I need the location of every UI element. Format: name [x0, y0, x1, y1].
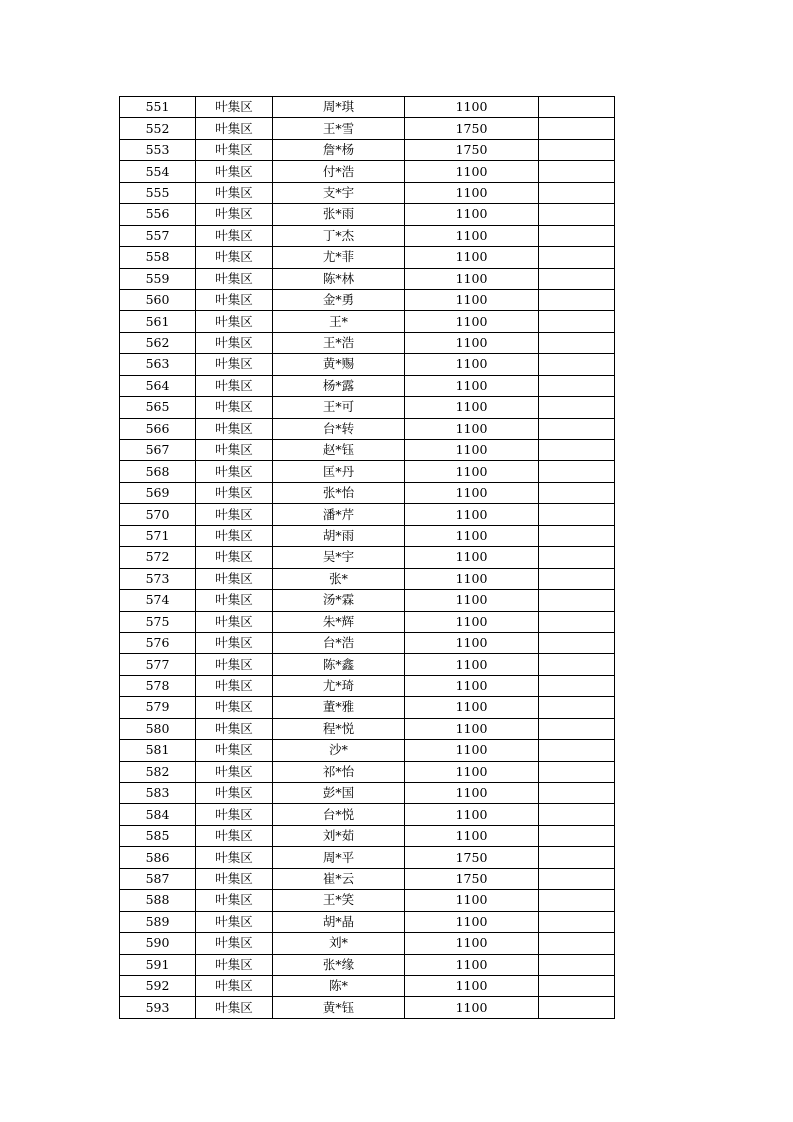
cell-amount: 1100 [405, 247, 539, 268]
cell-amount: 1100 [405, 825, 539, 846]
cell-number: 580 [120, 718, 196, 739]
table-row [120, 911, 615, 932]
cell-note [539, 118, 615, 139]
cell-number: 581 [120, 740, 196, 761]
cell-note [539, 204, 615, 225]
table-row [120, 97, 615, 118]
cell-name: 黄*赐 [273, 354, 405, 375]
cell-note [539, 440, 615, 461]
cell-amount: 1100 [405, 568, 539, 589]
cell-name: 王*雪 [273, 118, 405, 139]
cell-amount: 1100 [405, 697, 539, 718]
cell-amount: 1100 [405, 997, 539, 1018]
cell-name: 支*宇 [273, 182, 405, 203]
cell-number: 553 [120, 139, 196, 160]
cell-amount: 1100 [405, 375, 539, 396]
cell-amount: 1100 [405, 783, 539, 804]
table-row [120, 654, 615, 675]
cell-number: 592 [120, 975, 196, 996]
table-row [120, 697, 615, 718]
cell-name: 台*悦 [273, 804, 405, 825]
table-row [120, 997, 615, 1018]
cell-number: 564 [120, 375, 196, 396]
cell-note [539, 525, 615, 546]
cell-name: 胡*雨 [273, 525, 405, 546]
cell-name: 沙* [273, 740, 405, 761]
cell-number: 560 [120, 289, 196, 310]
cell-name: 王*笑 [273, 890, 405, 911]
cell-number: 568 [120, 461, 196, 482]
cell-note [539, 547, 615, 568]
cell-name: 崔*云 [273, 868, 405, 889]
cell-name: 汤*霖 [273, 590, 405, 611]
cell-note [539, 718, 615, 739]
table-row [120, 783, 615, 804]
cell-name: 朱*辉 [273, 611, 405, 632]
cell-district: 叶集区 [196, 440, 273, 461]
cell-district: 叶集区 [196, 761, 273, 782]
cell-number: 575 [120, 611, 196, 632]
cell-district: 叶集区 [196, 268, 273, 289]
cell-note [539, 354, 615, 375]
cell-district: 叶集区 [196, 247, 273, 268]
cell-district: 叶集区 [196, 97, 273, 118]
cell-amount: 1100 [405, 740, 539, 761]
cell-district: 叶集区 [196, 590, 273, 611]
cell-district: 叶集区 [196, 289, 273, 310]
cell-amount: 1100 [405, 890, 539, 911]
cell-note [539, 139, 615, 160]
cell-district: 叶集区 [196, 825, 273, 846]
table-row [120, 868, 615, 889]
cell-number: 551 [120, 97, 196, 118]
cell-note [539, 182, 615, 203]
table-row [120, 375, 615, 396]
table-row [120, 568, 615, 589]
cell-district: 叶集区 [196, 161, 273, 182]
cell-amount: 1100 [405, 718, 539, 739]
cell-name: 尤*琦 [273, 675, 405, 696]
table-row [120, 397, 615, 418]
cell-number: 552 [120, 118, 196, 139]
cell-number: 582 [120, 761, 196, 782]
cell-amount: 1100 [405, 654, 539, 675]
cell-number: 572 [120, 547, 196, 568]
table-row [120, 847, 615, 868]
cell-district: 叶集区 [196, 118, 273, 139]
cell-note [539, 868, 615, 889]
cell-district: 叶集区 [196, 933, 273, 954]
cell-amount: 1100 [405, 933, 539, 954]
cell-name: 张*雨 [273, 204, 405, 225]
cell-note [539, 675, 615, 696]
cell-amount: 1100 [405, 954, 539, 975]
cell-name: 彭*国 [273, 783, 405, 804]
cell-number: 570 [120, 504, 196, 525]
table-row [120, 204, 615, 225]
cell-district: 叶集区 [196, 354, 273, 375]
cell-number: 557 [120, 225, 196, 246]
roster-table [119, 96, 615, 1019]
cell-note [539, 783, 615, 804]
cell-name: 张*怡 [273, 482, 405, 503]
cell-amount: 1100 [405, 911, 539, 932]
cell-number: 593 [120, 997, 196, 1018]
cell-district: 叶集区 [196, 975, 273, 996]
cell-note [539, 954, 615, 975]
cell-number: 577 [120, 654, 196, 675]
cell-amount: 1100 [405, 547, 539, 568]
table-row [120, 311, 615, 332]
cell-amount: 1100 [405, 675, 539, 696]
table-row [120, 933, 615, 954]
cell-amount: 1750 [405, 118, 539, 139]
cell-amount: 1100 [405, 289, 539, 310]
cell-amount: 1100 [405, 804, 539, 825]
table-row [120, 590, 615, 611]
cell-district: 叶集区 [196, 332, 273, 353]
cell-district: 叶集区 [196, 375, 273, 396]
cell-name: 陈* [273, 975, 405, 996]
cell-note [539, 997, 615, 1018]
cell-district: 叶集区 [196, 182, 273, 203]
table-row [120, 332, 615, 353]
cell-note [539, 654, 615, 675]
table-row [120, 740, 615, 761]
table-row [120, 718, 615, 739]
cell-name: 周*琪 [273, 97, 405, 118]
cell-note [539, 740, 615, 761]
cell-name: 张*缘 [273, 954, 405, 975]
cell-district: 叶集区 [196, 397, 273, 418]
cell-amount: 1100 [405, 482, 539, 503]
table-row [120, 354, 615, 375]
cell-district: 叶集区 [196, 525, 273, 546]
table-row [120, 547, 615, 568]
cell-number: 576 [120, 632, 196, 653]
cell-amount: 1100 [405, 311, 539, 332]
cell-number: 584 [120, 804, 196, 825]
cell-district: 叶集区 [196, 654, 273, 675]
table-row [120, 268, 615, 289]
cell-note [539, 975, 615, 996]
cell-name: 刘*茹 [273, 825, 405, 846]
cell-number: 573 [120, 568, 196, 589]
cell-name: 王*可 [273, 397, 405, 418]
cell-amount: 1100 [405, 761, 539, 782]
cell-note [539, 847, 615, 868]
cell-district: 叶集区 [196, 611, 273, 632]
cell-number: 563 [120, 354, 196, 375]
cell-note [539, 161, 615, 182]
cell-district: 叶集区 [196, 697, 273, 718]
table-row [120, 675, 615, 696]
cell-number: 590 [120, 933, 196, 954]
cell-note [539, 97, 615, 118]
cell-number: 562 [120, 332, 196, 353]
cell-number: 554 [120, 161, 196, 182]
cell-name: 王*浩 [273, 332, 405, 353]
cell-name: 胡*晶 [273, 911, 405, 932]
cell-number: 561 [120, 311, 196, 332]
cell-number: 571 [120, 525, 196, 546]
cell-note [539, 268, 615, 289]
table-row [120, 890, 615, 911]
cell-number: 591 [120, 954, 196, 975]
cell-district: 叶集区 [196, 504, 273, 525]
cell-note [539, 911, 615, 932]
cell-note [539, 697, 615, 718]
cell-name: 潘*芹 [273, 504, 405, 525]
table-row [120, 139, 615, 160]
cell-district: 叶集区 [196, 482, 273, 503]
table-row [120, 247, 615, 268]
table-row [120, 632, 615, 653]
cell-amount: 1750 [405, 847, 539, 868]
table-row [120, 118, 615, 139]
table-row [120, 825, 615, 846]
cell-number: 559 [120, 268, 196, 289]
cell-note [539, 225, 615, 246]
cell-district: 叶集区 [196, 911, 273, 932]
cell-district: 叶集区 [196, 547, 273, 568]
cell-district: 叶集区 [196, 954, 273, 975]
cell-name: 匡*丹 [273, 461, 405, 482]
cell-number: 578 [120, 675, 196, 696]
cell-name: 祁*怡 [273, 761, 405, 782]
cell-note [539, 890, 615, 911]
cell-note [539, 568, 615, 589]
cell-amount: 1100 [405, 461, 539, 482]
cell-name: 杨*露 [273, 375, 405, 396]
cell-name: 詹*杨 [273, 139, 405, 160]
cell-district: 叶集区 [196, 804, 273, 825]
cell-district: 叶集区 [196, 225, 273, 246]
cell-note [539, 375, 615, 396]
cell-number: 556 [120, 204, 196, 225]
cell-note [539, 461, 615, 482]
cell-district: 叶集区 [196, 868, 273, 889]
cell-note [539, 482, 615, 503]
cell-note [539, 247, 615, 268]
table-row [120, 504, 615, 525]
cell-note [539, 418, 615, 439]
table-row [120, 289, 615, 310]
cell-district: 叶集区 [196, 461, 273, 482]
cell-note [539, 825, 615, 846]
cell-note [539, 289, 615, 310]
cell-name: 台*转 [273, 418, 405, 439]
cell-amount: 1100 [405, 332, 539, 353]
cell-amount: 1100 [405, 204, 539, 225]
cell-district: 叶集区 [196, 204, 273, 225]
cell-amount: 1100 [405, 590, 539, 611]
cell-name: 陈*鑫 [273, 654, 405, 675]
table-row [120, 804, 615, 825]
cell-name: 赵*钰 [273, 440, 405, 461]
table-row [120, 611, 615, 632]
cell-number: 589 [120, 911, 196, 932]
cell-amount: 1100 [405, 161, 539, 182]
table-row [120, 482, 615, 503]
cell-note [539, 332, 615, 353]
cell-district: 叶集区 [196, 718, 273, 739]
roster-table-body [120, 97, 615, 1019]
cell-name: 丁*杰 [273, 225, 405, 246]
cell-number: 586 [120, 847, 196, 868]
cell-note [539, 397, 615, 418]
cell-district: 叶集区 [196, 890, 273, 911]
cell-name: 王* [273, 311, 405, 332]
table-row [120, 440, 615, 461]
cell-amount: 1100 [405, 268, 539, 289]
cell-district: 叶集区 [196, 997, 273, 1018]
cell-amount: 1100 [405, 225, 539, 246]
cell-number: 574 [120, 590, 196, 611]
cell-district: 叶集区 [196, 847, 273, 868]
cell-amount: 1100 [405, 440, 539, 461]
cell-district: 叶集区 [196, 418, 273, 439]
cell-amount: 1100 [405, 397, 539, 418]
cell-name: 吴*宇 [273, 547, 405, 568]
cell-note [539, 311, 615, 332]
cell-district: 叶集区 [196, 675, 273, 696]
cell-district: 叶集区 [196, 632, 273, 653]
cell-amount: 1100 [405, 632, 539, 653]
table-row [120, 161, 615, 182]
table-row [120, 461, 615, 482]
cell-number: 566 [120, 418, 196, 439]
cell-name: 台*浩 [273, 632, 405, 653]
table-row [120, 761, 615, 782]
cell-amount: 1100 [405, 525, 539, 546]
cell-name: 尤*菲 [273, 247, 405, 268]
cell-district: 叶集区 [196, 740, 273, 761]
cell-number: 585 [120, 825, 196, 846]
cell-number: 579 [120, 697, 196, 718]
cell-name: 程*悦 [273, 718, 405, 739]
table-row [120, 418, 615, 439]
cell-number: 567 [120, 440, 196, 461]
cell-name: 付*浩 [273, 161, 405, 182]
table-row [120, 182, 615, 203]
cell-note [539, 632, 615, 653]
cell-name: 张* [273, 568, 405, 589]
cell-note [539, 504, 615, 525]
table-row [120, 975, 615, 996]
cell-number: 569 [120, 482, 196, 503]
table-row [120, 954, 615, 975]
cell-amount: 1100 [405, 611, 539, 632]
cell-amount: 1750 [405, 139, 539, 160]
cell-name: 陈*林 [273, 268, 405, 289]
cell-number: 588 [120, 890, 196, 911]
cell-amount: 1100 [405, 975, 539, 996]
cell-note [539, 804, 615, 825]
cell-number: 558 [120, 247, 196, 268]
table-row [120, 525, 615, 546]
cell-district: 叶集区 [196, 311, 273, 332]
cell-number: 555 [120, 182, 196, 203]
cell-district: 叶集区 [196, 783, 273, 804]
cell-district: 叶集区 [196, 139, 273, 160]
cell-amount: 1100 [405, 504, 539, 525]
cell-note [539, 933, 615, 954]
cell-name: 周*平 [273, 847, 405, 868]
cell-number: 587 [120, 868, 196, 889]
cell-amount: 1100 [405, 418, 539, 439]
cell-name: 金*勇 [273, 289, 405, 310]
cell-amount: 1100 [405, 97, 539, 118]
cell-district: 叶集区 [196, 568, 273, 589]
cell-name: 刘* [273, 933, 405, 954]
cell-number: 565 [120, 397, 196, 418]
cell-note [539, 611, 615, 632]
cell-note [539, 761, 615, 782]
cell-name: 黄*钰 [273, 997, 405, 1018]
cell-note [539, 590, 615, 611]
cell-amount: 1100 [405, 182, 539, 203]
cell-number: 583 [120, 783, 196, 804]
cell-name: 董*雅 [273, 697, 405, 718]
cell-amount: 1750 [405, 868, 539, 889]
cell-amount: 1100 [405, 354, 539, 375]
table-row [120, 225, 615, 246]
